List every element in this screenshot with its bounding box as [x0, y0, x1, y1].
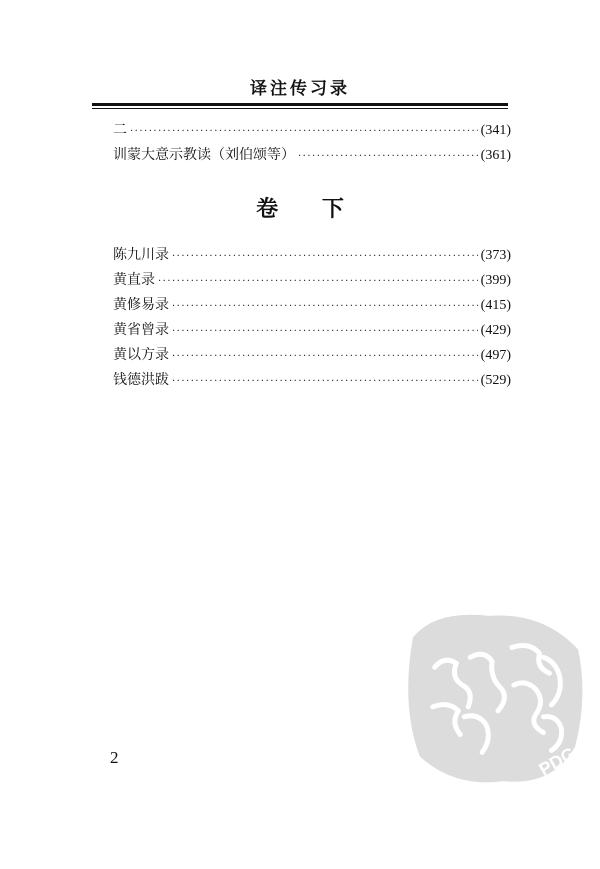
- toc-entry-page: (415): [480, 298, 511, 313]
- toc-entry[interactable]: [113, 344, 511, 369]
- toc-entry-title: 黄直录: [113, 272, 155, 288]
- toc-entry-title: 黄以方录: [113, 347, 169, 363]
- page-number: 2: [110, 748, 119, 767]
- toc-entry-title: 陈九川录: [113, 247, 169, 263]
- toc-entry-title: 训蒙大意示教读（刘伯颂等）: [113, 147, 295, 163]
- toc-entry-page: (361): [480, 148, 511, 163]
- header-rule-thin: [92, 108, 508, 109]
- toc-entry-page: (341): [480, 123, 511, 138]
- toc-entry[interactable]: [113, 319, 511, 344]
- toc-entry-page: (399): [480, 273, 511, 288]
- seal-stamp-icon: [395, 598, 593, 796]
- toc-entry-title: 二: [113, 122, 127, 138]
- toc-entry-title: 黄省曾录: [113, 322, 169, 338]
- toc-entry[interactable]: [113, 294, 511, 319]
- toc-entry-page: (429): [480, 323, 511, 338]
- toc-entry[interactable]: [113, 269, 511, 294]
- toc-leader: [172, 326, 478, 337]
- section-heading: 卷 下: [256, 197, 344, 222]
- toc-leader: [172, 376, 478, 387]
- toc-entry[interactable]: [113, 119, 511, 144]
- toc-entry[interactable]: [113, 369, 511, 394]
- toc-leader: [172, 351, 478, 362]
- toc-entry-title: 钱德洪跋: [113, 372, 169, 388]
- toc-entry-page: (497): [480, 348, 511, 363]
- toc-entry-page: (373): [480, 248, 511, 263]
- toc-entry-title: 黄修易录: [113, 297, 169, 313]
- watermark-label: PDG: [535, 743, 579, 780]
- toc-entry-page: (529): [480, 373, 511, 388]
- toc-leader: [158, 276, 478, 287]
- toc-entry[interactable]: [113, 144, 511, 169]
- toc-top: [113, 119, 511, 169]
- toc-bottom: [113, 244, 511, 394]
- toc-leader: [172, 251, 478, 262]
- toc-leader: [298, 151, 478, 162]
- header-rule-thick: [92, 103, 508, 106]
- toc-leader: [130, 126, 478, 137]
- toc-leader: [172, 301, 478, 312]
- toc-entry[interactable]: [113, 244, 511, 269]
- page-header-title: 译注传习录: [250, 79, 350, 99]
